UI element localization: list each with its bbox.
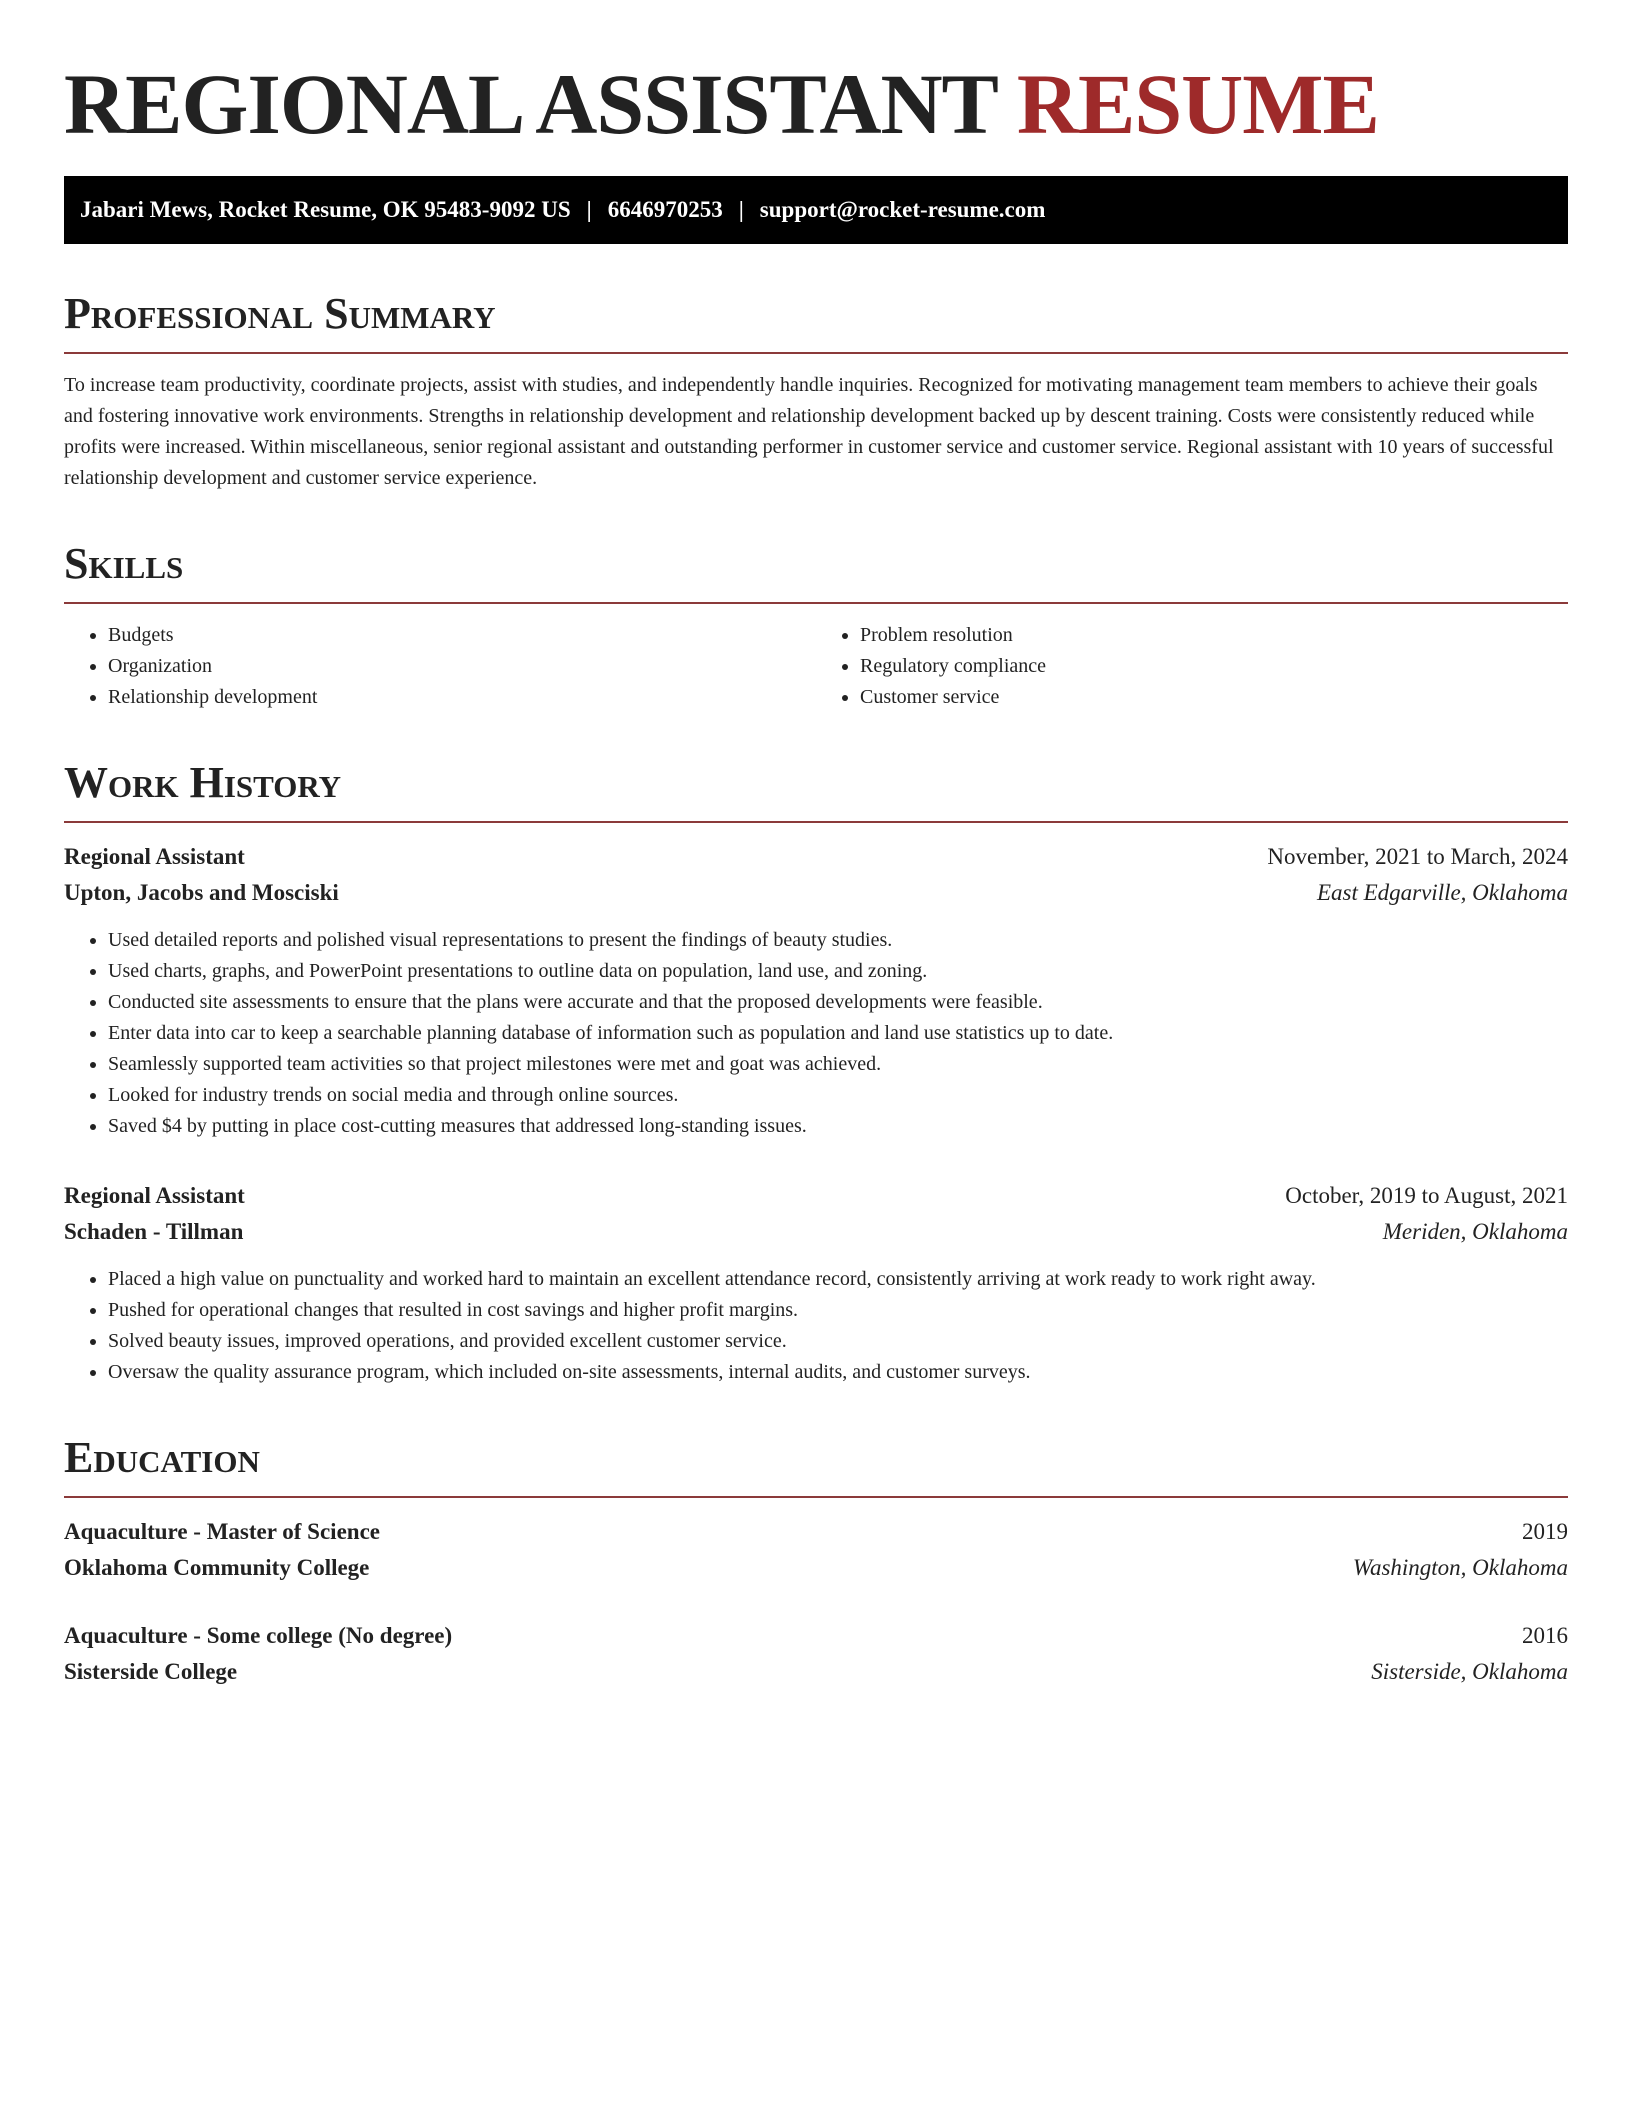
- job-company-row: [64, 1214, 1568, 1250]
- job-entry: [64, 1178, 1568, 1388]
- job-title-row: [64, 839, 1568, 875]
- job-bullet: • Oversaw the quality assurance program, which included on-site assessments, internal audits, and customer surveys.: [108, 1357, 1568, 1388]
- education-location: Washington, Oklahoma: [1352, 1555, 1568, 1580]
- contact-phone: 6646970253: [607, 197, 723, 222]
- education-degree: Aquaculture - Some college (No degree): [64, 1623, 453, 1648]
- section-divider: [64, 352, 1568, 354]
- section-divider: [64, 1496, 1568, 1498]
- section-heading-work: Work History: [64, 758, 342, 807]
- education-degree: Aquaculture - Master of Science: [64, 1519, 380, 1544]
- contact-separator: |: [738, 197, 744, 222]
- job-bullet: • Conducted site assessments to ensure that the plans were accurate and that the proposed developments were feasible.: [108, 987, 1568, 1018]
- job-company-row: [64, 875, 1568, 911]
- title-accent: RESUME: [1016, 56, 1379, 152]
- skill-item: • Customer service: [860, 682, 1568, 713]
- education-school-row: [64, 1654, 1568, 1690]
- job-location: East Edgarville, Oklahoma: [1316, 880, 1568, 905]
- job-title: Regional Assistant: [64, 844, 245, 869]
- skill-item: • Regulatory compliance: [860, 651, 1568, 682]
- summary-text: To increase team productivity, coordinate projects, assist with studies, and independently handle inquiries. Recognized for motivating management team members to achieve their goals and fostering innovative work environments. Strengths in relationship development and relationship development backed up by descent training. Costs were consistently reduced while profits were increased. Within miscellaneous, senior regional assistant and outstanding performer in customer service and customer service. Regional assistant with 10 years of successful relationship development and customer service experience.: [64, 374, 1554, 489]
- job-bullet: • Solved beauty issues, improved operations, and provided excellent customer service.: [108, 1326, 1568, 1357]
- skills-column-right: [816, 620, 1568, 713]
- section-heading-education: Education: [64, 1433, 260, 1482]
- education-entry: [64, 1514, 1568, 1586]
- job-dates: November, 2021 to March, 2024: [1267, 844, 1568, 869]
- skills-list: [64, 620, 1568, 713]
- resume-title: [64, 56, 1568, 152]
- job-bullet: • Enter data into car to keep a searchable planning database of information such as population and land use statistics up to date.: [108, 1018, 1568, 1049]
- job-bullet: • Placed a high value on punctuality and worked hard to maintain an excellent attendance record, consistently arriving at work ready to work right away.: [108, 1264, 1568, 1295]
- job-title-row: [64, 1178, 1568, 1214]
- contact-email: support@rocket-resume.com: [759, 197, 1046, 222]
- job-company: Upton, Jacobs and Mosciski: [64, 880, 339, 905]
- section-heading-skills: Skills: [64, 539, 184, 588]
- job-dates: October, 2019 to August, 2021: [1285, 1183, 1568, 1208]
- contact-bar: [64, 176, 1568, 244]
- education-entry: [64, 1618, 1568, 1690]
- education-school-row: [64, 1550, 1568, 1586]
- job-bullet: • Used charts, graphs, and PowerPoint presentations to outline data on population, land use, and zoning.: [108, 956, 1568, 987]
- skills-column-left: [64, 620, 816, 713]
- job-bullet: • Saved $4 by putting in place cost-cutting measures that addressed long-standing issues.: [108, 1111, 1568, 1142]
- education-degree-row: [64, 1514, 1568, 1550]
- contact-separator: |: [586, 197, 592, 222]
- skill-item: • Budgets: [108, 620, 816, 651]
- job-bullet: • Seamlessly supported team activities so that project milestones were met and goat was achieved.: [108, 1049, 1568, 1080]
- title-main: REGIONAL ASSISTANT: [64, 56, 997, 152]
- skill-item: • Relationship development: [108, 682, 816, 713]
- skill-item: • Problem resolution: [860, 620, 1568, 651]
- education-school: Oklahoma Community College: [64, 1555, 370, 1580]
- education-school: Sisterside College: [64, 1659, 238, 1684]
- job-bullet: • Looked for industry trends on social media and through online sources.: [108, 1080, 1568, 1111]
- education-year: 2019: [1522, 1519, 1568, 1544]
- job-title: Regional Assistant: [64, 1183, 245, 1208]
- education-degree-row: [64, 1618, 1568, 1654]
- job-company: Schaden - Tillman: [64, 1219, 244, 1244]
- job-bullet: • Used detailed reports and polished visual representations to present the findings of beauty studies.: [108, 925, 1568, 956]
- job-entry: [64, 839, 1568, 1142]
- education-year: 2016: [1522, 1623, 1568, 1648]
- job-bullets: [64, 1264, 1568, 1388]
- contact-address: Jabari Mews, Rocket Resume, OK 95483-9092 US: [80, 197, 571, 222]
- education-location: Sisterside, Oklahoma: [1371, 1659, 1568, 1684]
- skill-item: • Organization: [108, 651, 816, 682]
- section-heading-summary: Professional Summary: [64, 289, 496, 338]
- job-bullets: [64, 925, 1568, 1142]
- section-divider: [64, 602, 1568, 604]
- section-divider: [64, 821, 1568, 823]
- job-location: Meriden, Oklahoma: [1382, 1219, 1568, 1244]
- job-bullet: • Pushed for operational changes that resulted in cost savings and higher profit margins.: [108, 1295, 1568, 1326]
